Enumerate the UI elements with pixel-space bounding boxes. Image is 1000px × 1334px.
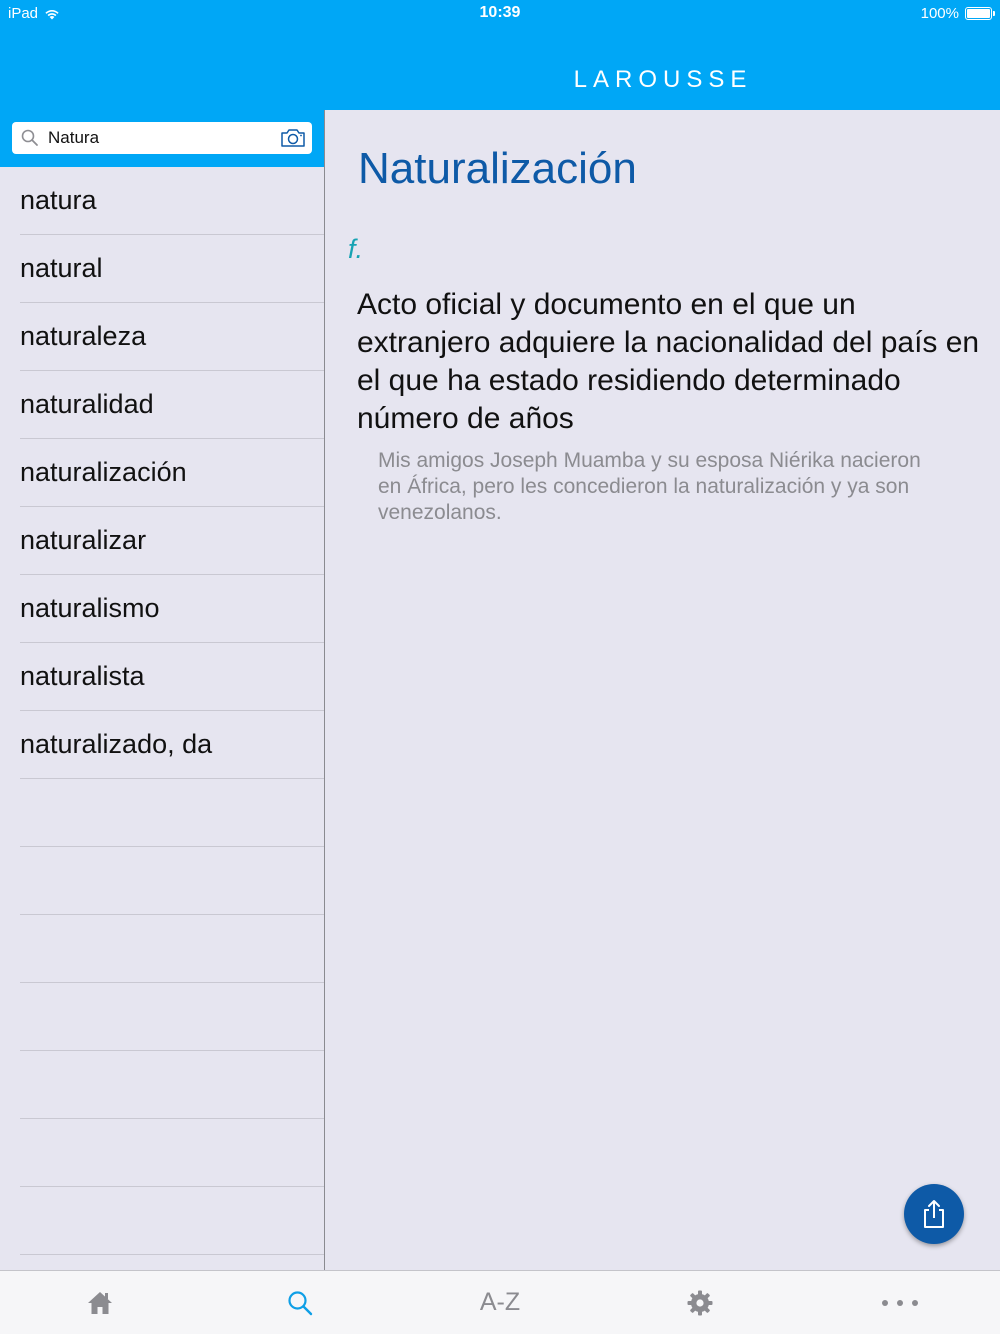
list-item[interactable] (20, 575, 324, 643)
list-item[interactable] (20, 439, 324, 507)
list-item[interactable] (20, 711, 324, 779)
empty-list-row (20, 1187, 324, 1255)
results-list (0, 167, 324, 1255)
tab-az[interactable] (400, 1271, 600, 1334)
empty-list-row (20, 983, 324, 1051)
tab-search[interactable] (200, 1271, 400, 1334)
result-word: natural (20, 253, 103, 283)
search-input[interactable] (48, 124, 280, 152)
status-bar (0, 0, 1000, 28)
entry-example: Mis amigos Joseph Muamba y su esposa Niérika nacieron en África, pero les concedieron la naturalización y ya son venezolanos. (378, 449, 921, 524)
search-icon (20, 128, 40, 148)
result-word: naturalizado, da (20, 729, 213, 759)
empty-list-row (20, 847, 324, 915)
az-label: A-Z (479, 1288, 521, 1316)
share-icon (920, 1198, 948, 1230)
results-sidebar (0, 110, 325, 1270)
share-button[interactable] (904, 1184, 964, 1244)
camera-icon[interactable] (280, 127, 306, 149)
list-item[interactable] (20, 303, 324, 371)
list-item[interactable] (20, 371, 324, 439)
device-label: iPad (8, 5, 39, 22)
search-box[interactable] (12, 122, 312, 154)
battery-icon (965, 7, 992, 20)
tab-more[interactable] (800, 1271, 1000, 1334)
tab-settings[interactable] (600, 1271, 800, 1334)
result-word: naturalidad (20, 389, 154, 419)
result-word: naturaleza (20, 321, 147, 351)
search-bar (0, 110, 324, 167)
list-item[interactable] (20, 643, 324, 711)
result-word: naturalizar (20, 525, 147, 555)
list-item[interactable] (20, 167, 324, 235)
tab-bar (0, 1270, 1000, 1334)
status-time: 10:39 (479, 4, 521, 21)
empty-list-row (20, 915, 324, 983)
top-bar (0, 0, 1000, 110)
entry-definition: Acto oficial y documento en el que un extranjero adquiere la nacionalidad del país en el que ha estado residiendo determinado número de años (357, 288, 980, 435)
entry-headword: Naturalización (358, 144, 637, 193)
gear-icon (686, 1289, 714, 1317)
result-word: naturalismo (20, 593, 160, 623)
more-icon (880, 1299, 920, 1307)
tab-home[interactable] (0, 1271, 200, 1334)
brand-title: LAROUSSE (573, 66, 753, 93)
grammar-label: f. (348, 234, 364, 264)
result-word: natura (20, 185, 97, 215)
battery-percent: 100% (920, 5, 959, 22)
empty-list-row (20, 1119, 324, 1187)
result-word: naturalización (20, 457, 187, 487)
empty-list-row (20, 779, 324, 847)
result-word: naturalista (20, 661, 145, 691)
entry-detail (326, 110, 1000, 1270)
list-item[interactable] (20, 507, 324, 575)
search-icon (286, 1289, 314, 1317)
list-item[interactable] (20, 235, 324, 303)
empty-list-row (20, 1051, 324, 1119)
home-icon (86, 1290, 114, 1316)
